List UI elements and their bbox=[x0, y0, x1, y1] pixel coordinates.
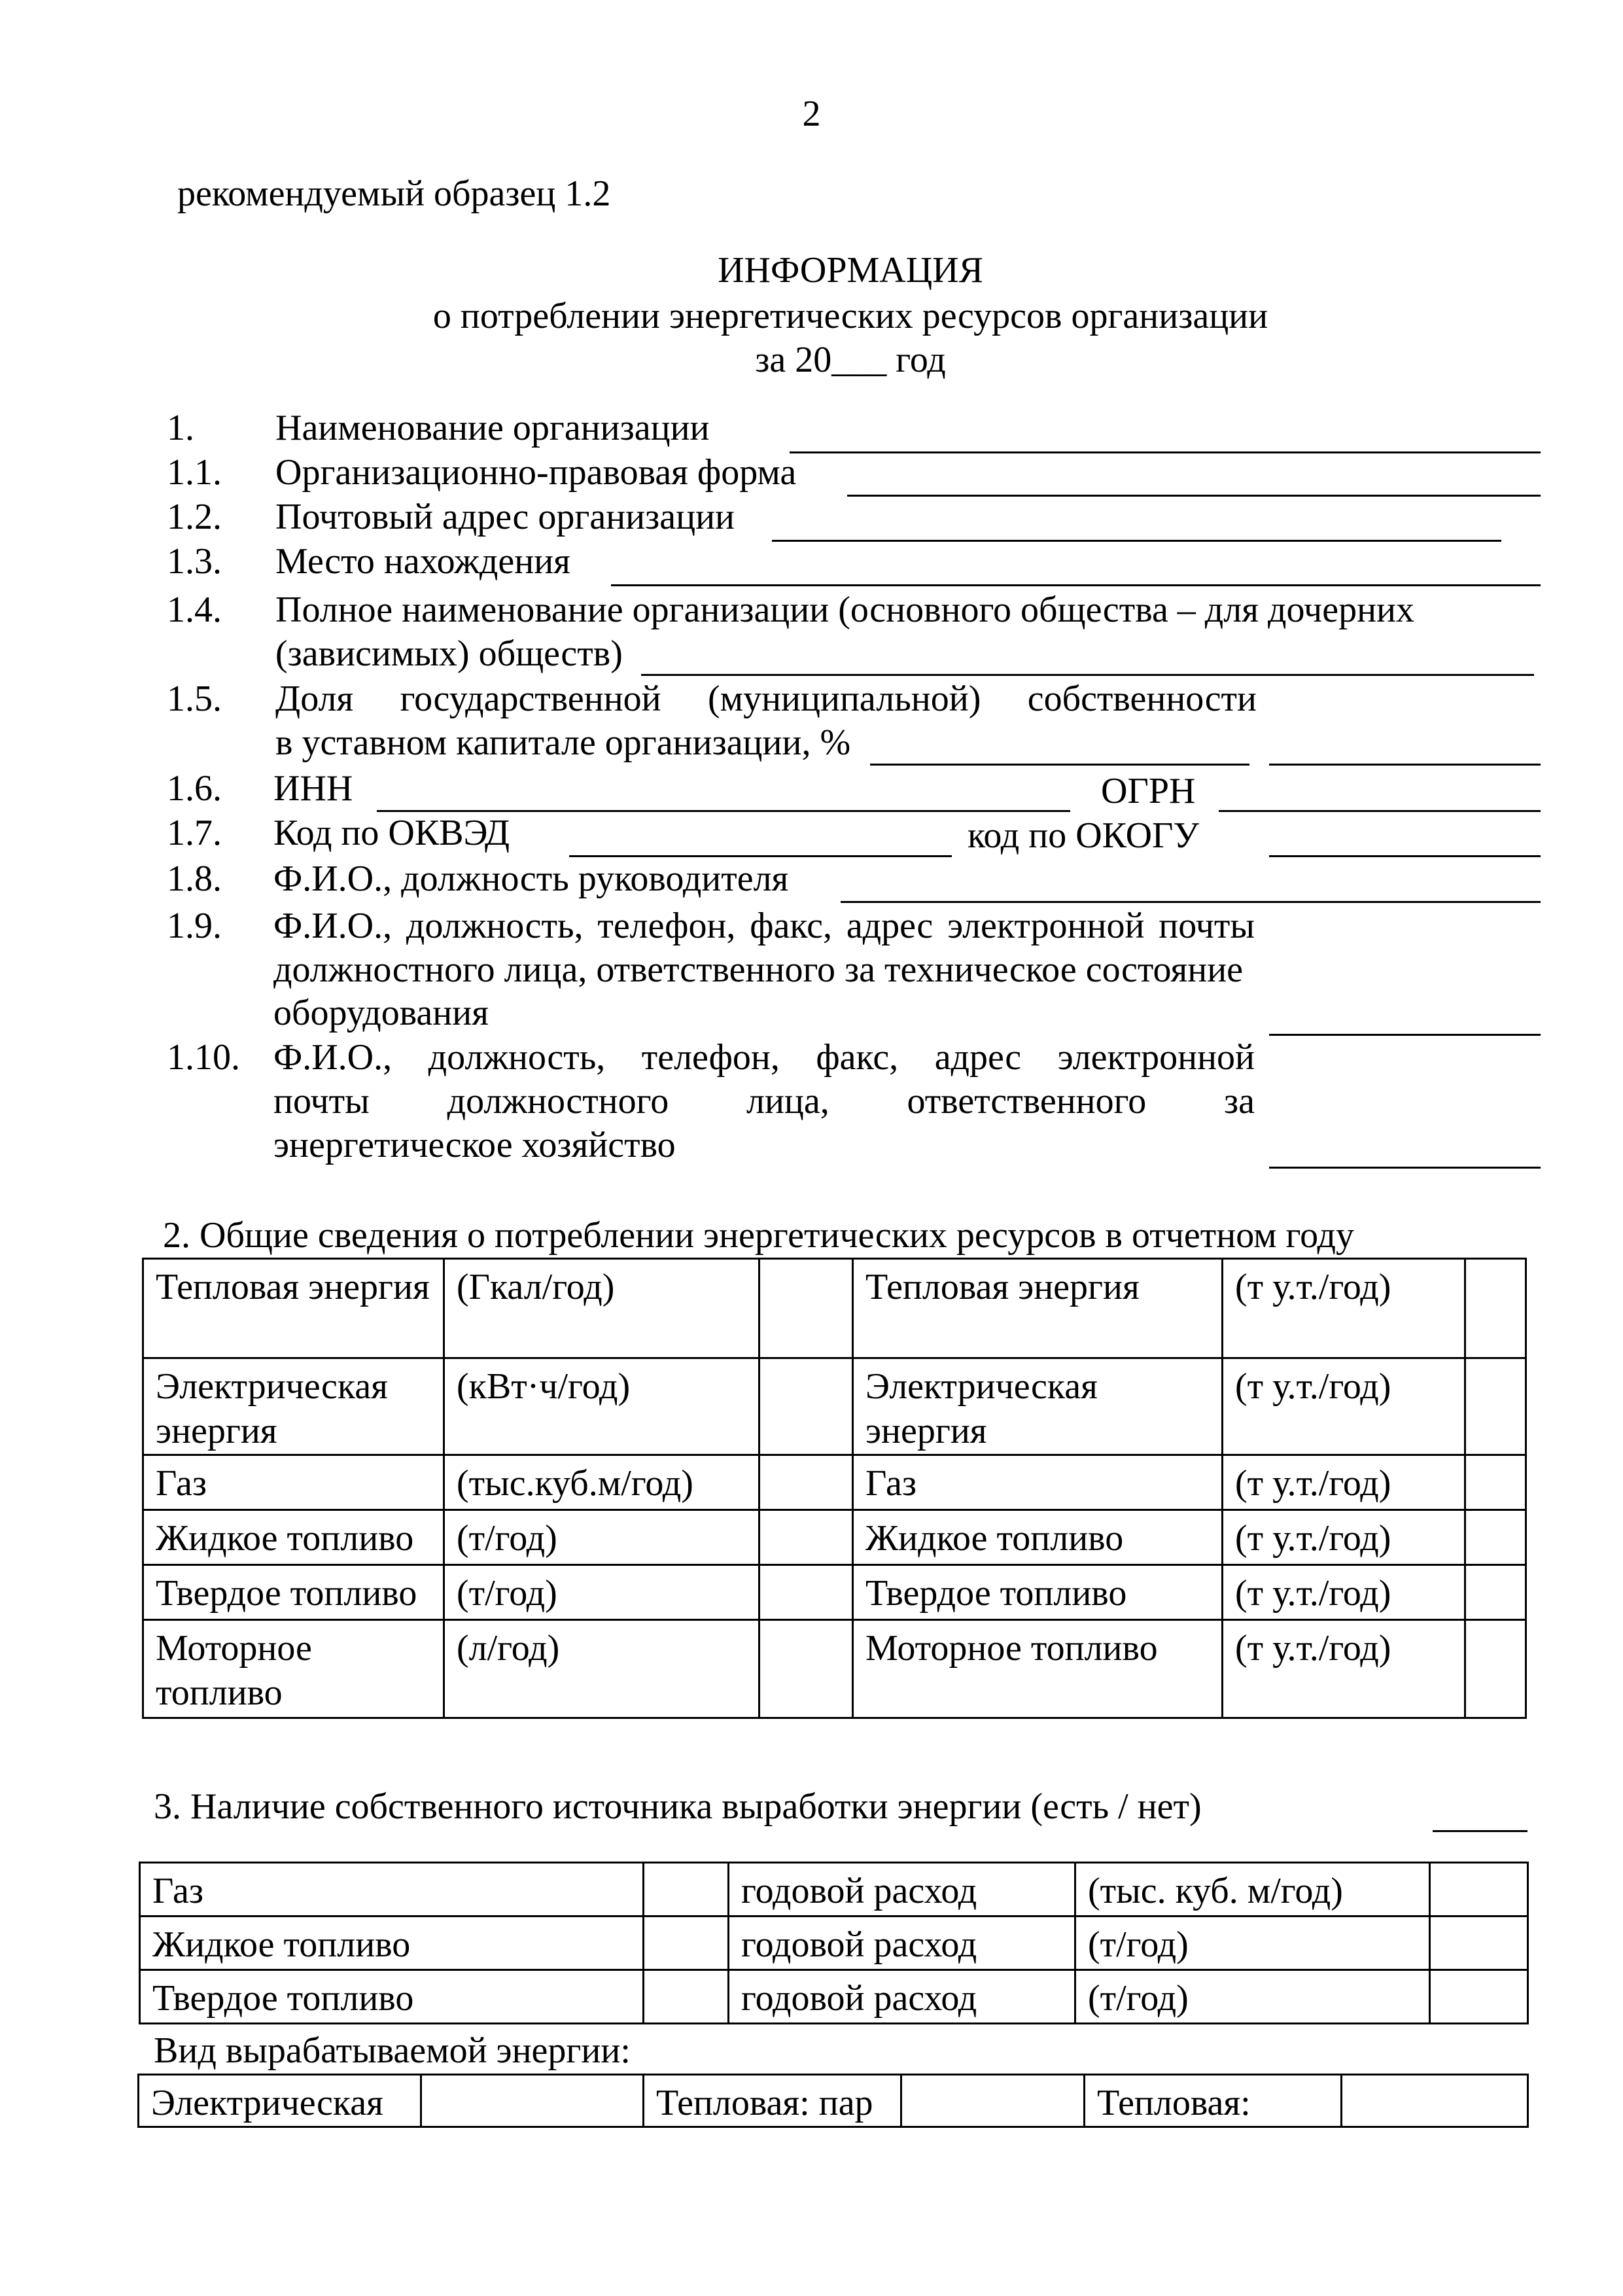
value-input[interactable] bbox=[1430, 1916, 1528, 1970]
unit-cell: (т/год) bbox=[1075, 1916, 1430, 1970]
table-row bbox=[140, 1916, 1528, 1970]
state-share-field[interactable] bbox=[870, 764, 1249, 766]
table-row bbox=[140, 1970, 1528, 2024]
unit-cell: (л/год) bbox=[444, 1620, 759, 1718]
consumption-table bbox=[142, 1258, 1527, 1719]
resource-cell: Твердое топливо bbox=[143, 1565, 444, 1620]
organization-name-field[interactable] bbox=[790, 451, 1541, 453]
unit-cell: (т/год) bbox=[444, 1510, 759, 1565]
energy-officer-field[interactable] bbox=[1269, 1167, 1541, 1169]
item-number: 1. bbox=[167, 408, 194, 448]
own-source-table bbox=[139, 1862, 1529, 2024]
organization-name-label: Наименование организации bbox=[275, 408, 710, 448]
item-number: 1.8. bbox=[167, 858, 222, 899]
tech-officer-field[interactable] bbox=[1269, 1034, 1541, 1036]
energy-heat-cell: Тепловая: bbox=[1085, 2075, 1342, 2127]
full-name-label-cont: (зависимых) обществ) bbox=[275, 633, 623, 674]
resource-cell: Моторное топливо bbox=[143, 1620, 444, 1718]
postal-address-label: Почтовый адрес организации bbox=[275, 497, 735, 537]
own-source-field[interactable] bbox=[1433, 1830, 1527, 1832]
value-input[interactable] bbox=[1430, 1970, 1528, 2024]
legal-form-label: Организационно-правовая форма bbox=[275, 452, 797, 493]
fuel-cell: Жидкое топливо bbox=[140, 1916, 644, 1970]
state-share-label: Доля государственной (муниципальной) собственности bbox=[275, 679, 1257, 719]
unit-cell: (т/год) bbox=[444, 1565, 759, 1620]
full-name-field[interactable] bbox=[641, 674, 1534, 676]
table-row bbox=[143, 1358, 1526, 1455]
sample-label: рекомендуемый образец 1.2 bbox=[177, 173, 611, 214]
unit-cell: (т у.т./год) bbox=[1223, 1565, 1465, 1620]
table-row bbox=[143, 1455, 1526, 1510]
table-row bbox=[143, 1565, 1526, 1620]
value-input[interactable] bbox=[1465, 1358, 1526, 1455]
ogrn-field[interactable] bbox=[1219, 810, 1541, 812]
tech-officer-label: Ф.И.О., должность, телефон, факс, адрес электронной почты bbox=[273, 906, 1255, 946]
value-input[interactable] bbox=[1430, 1863, 1528, 1916]
value-input[interactable] bbox=[1465, 1510, 1526, 1565]
value-input[interactable] bbox=[1342, 2075, 1528, 2127]
resource-cell: Тепловая энергия bbox=[143, 1259, 444, 1358]
value-input[interactable] bbox=[644, 1916, 729, 1970]
value-input[interactable] bbox=[759, 1510, 853, 1565]
value-input[interactable] bbox=[1465, 1565, 1526, 1620]
energy-heat-steam-cell: Тепловая: пар bbox=[644, 2075, 901, 2127]
value-input[interactable] bbox=[644, 1863, 729, 1916]
resource-cell: Твердое топливо bbox=[853, 1565, 1223, 1620]
fuel-cell: Газ bbox=[140, 1863, 644, 1916]
document-title: ИНФОРМАЦИЯ bbox=[718, 250, 983, 291]
resource-cell: Тепловая энергия bbox=[853, 1259, 1223, 1358]
document-subtitle: о потреблении энергетических ресурсов организации bbox=[432, 296, 1268, 336]
resource-cell: Электрическая энергия bbox=[853, 1358, 1223, 1455]
state-share-label-cont: в уставном капитале организации, % bbox=[275, 722, 851, 763]
director-field[interactable] bbox=[841, 901, 1541, 903]
unit-cell: (т у.т./год) bbox=[1223, 1455, 1465, 1510]
okogu-field[interactable] bbox=[1269, 855, 1541, 857]
page-number: 2 bbox=[802, 94, 821, 134]
unit-cell: (тыс.куб.м/год) bbox=[444, 1455, 759, 1510]
unit-cell: (т у.т./год) bbox=[1223, 1510, 1465, 1565]
tech-officer-label-cont2: оборудования bbox=[273, 993, 489, 1033]
value-input[interactable] bbox=[759, 1565, 853, 1620]
unit-cell: (т у.т./год) bbox=[1223, 1358, 1465, 1455]
section-3-heading: 3. Наличие собственного источника выработки энергии (есть / нет) bbox=[154, 1786, 1202, 1827]
item-number: 1.7. bbox=[167, 813, 222, 853]
location-label: Место нахождения bbox=[275, 541, 570, 582]
item-number: 1.2. bbox=[167, 497, 222, 537]
table-row bbox=[143, 1510, 1526, 1565]
unit-cell: (Гкал/год) bbox=[444, 1259, 759, 1358]
year-line: за 20___ год bbox=[755, 340, 946, 380]
state-share-extra-field[interactable] bbox=[1269, 764, 1541, 766]
okved-label: Код по ОКВЭД bbox=[273, 813, 510, 853]
value-input[interactable] bbox=[1465, 1620, 1526, 1718]
unit-cell: (тыс. куб. м/год) bbox=[1075, 1863, 1430, 1916]
value-input[interactable] bbox=[1465, 1259, 1526, 1358]
value-input[interactable] bbox=[901, 2075, 1085, 2127]
expense-cell: годовой расход bbox=[729, 1916, 1075, 1970]
value-input[interactable] bbox=[759, 1259, 853, 1358]
item-number: 1.6. bbox=[167, 768, 222, 809]
resource-cell: Электрическая энергия bbox=[143, 1358, 444, 1455]
table-row bbox=[140, 1863, 1528, 1916]
resource-cell: Жидкое топливо bbox=[143, 1510, 444, 1565]
unit-cell: (т у.т./год) bbox=[1223, 1620, 1465, 1718]
okogu-label: код по ОКОГУ bbox=[968, 815, 1200, 856]
expense-cell: годовой расход bbox=[729, 1863, 1075, 1916]
table-row bbox=[143, 1259, 1526, 1358]
location-field[interactable] bbox=[611, 584, 1541, 586]
item-number: 1.9. bbox=[167, 906, 222, 946]
unit-cell: (т/год) bbox=[1075, 1970, 1430, 2024]
item-number: 1.10. bbox=[167, 1037, 240, 1078]
value-input[interactable] bbox=[759, 1358, 853, 1455]
postal-address-field[interactable] bbox=[772, 540, 1501, 542]
energy-type-label: Вид вырабатываемой энергии: bbox=[154, 2030, 631, 2071]
value-input[interactable] bbox=[644, 1970, 729, 2024]
value-input[interactable] bbox=[421, 2075, 644, 2127]
energy-officer-label: Ф.И.О., должность, телефон, факс, адрес электронной bbox=[273, 1037, 1255, 1078]
unit-cell: (т у.т./год) bbox=[1223, 1259, 1465, 1358]
section-2-heading: 2. Общие сведения о потреблении энергетических ресурсов в отчетном году bbox=[163, 1215, 1355, 1256]
ogrn-label: ОГРН bbox=[1101, 771, 1196, 811]
value-input[interactable] bbox=[759, 1620, 853, 1718]
director-label: Ф.И.О., должность руководителя bbox=[273, 858, 789, 899]
resource-cell: Газ bbox=[853, 1455, 1223, 1510]
item-number: 1.1. bbox=[167, 452, 222, 493]
legal-form-field[interactable] bbox=[847, 495, 1541, 497]
value-input[interactable] bbox=[1465, 1455, 1526, 1510]
energy-officer-label-cont: почты должностного лица, ответственного за bbox=[273, 1081, 1255, 1122]
resource-cell: Жидкое топливо bbox=[853, 1510, 1223, 1565]
table-row bbox=[143, 1620, 1526, 1718]
full-name-label: Полное наименование организации (основного общества – для дочерних bbox=[275, 590, 1415, 630]
energy-type-table bbox=[137, 2074, 1529, 2128]
resource-cell: Газ bbox=[143, 1455, 444, 1510]
fuel-cell: Твердое топливо bbox=[140, 1970, 644, 2024]
table-row bbox=[139, 2075, 1528, 2127]
energy-electric-cell: Электрическая bbox=[139, 2075, 421, 2127]
expense-cell: годовой расход bbox=[729, 1970, 1075, 2024]
resource-cell: Моторное топливо bbox=[853, 1620, 1223, 1718]
item-number: 1.5. bbox=[167, 679, 222, 719]
unit-cell: (кВт·ч/год) bbox=[444, 1358, 759, 1455]
inn-field[interactable] bbox=[377, 810, 1070, 812]
okved-field[interactable] bbox=[569, 855, 952, 857]
inn-label: ИНН bbox=[273, 768, 353, 809]
item-number: 1.3. bbox=[167, 541, 222, 582]
energy-officer-label-cont2: энергетическое хозяйство bbox=[273, 1125, 676, 1165]
value-input[interactable] bbox=[759, 1455, 853, 1510]
tech-officer-label-cont: должностного лица, ответственного за техническое состояние bbox=[273, 949, 1244, 990]
item-number: 1.4. bbox=[167, 590, 222, 630]
